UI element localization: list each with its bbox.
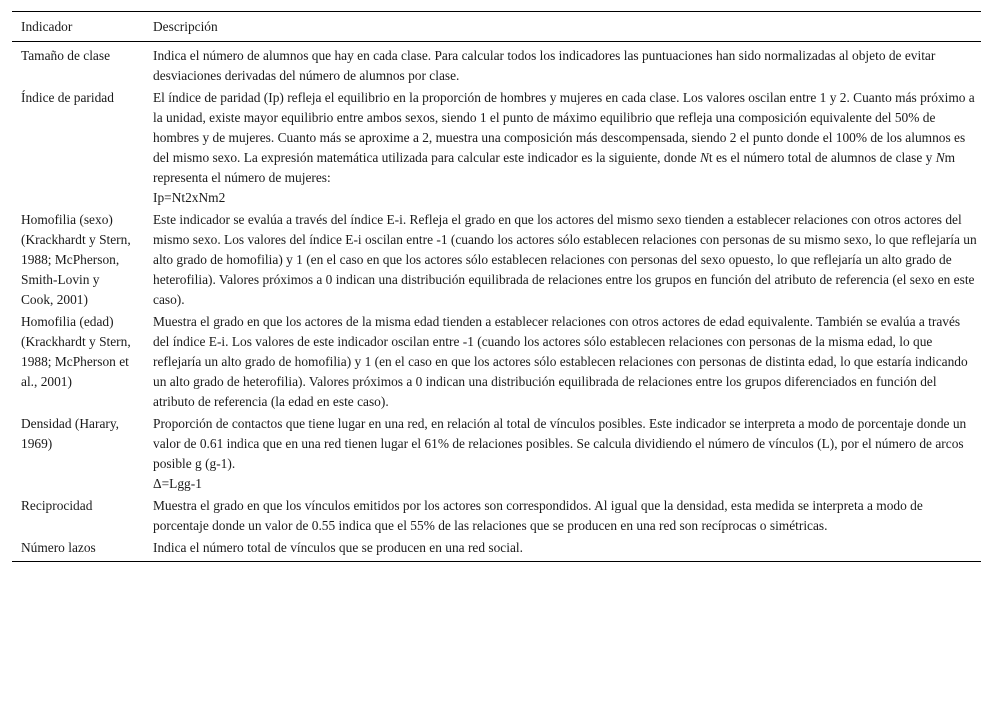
description-text: t es el número total de alumnos de clase y [708,150,936,165]
description-cell: Muestra el grado en que los actores de la misma edad tienden a establecer relaciones con otros actores de edad equivalente. También se evalúa a través del índice E-i. Los valores de este indicador oscilan entre -1 (cuando los actores sólo establecen relaciones con personas de la misma edad, lo que reflejaría un alto grado de homofilia) y 1 (en el caso en que los actores sólo establecen relaciones con personas de distinta edad, lo que estaría indicando un alto grado de heterofilia). Valores próximos a 0 indican una distribución equilibrada de relaciones entre los grupos diferenciados en función del atributo de referencia (la edad en este caso). [153,314,968,409]
variable-n-mujeres: N [935,150,945,165]
indicators-table [12,11,981,562]
indicator-cell: Índice de paridad [21,90,114,105]
table-row-homofilia-sexo [12,208,981,310]
indicator-cell: Homofilia (edad) (Krackhardt y Stern, 1988; McPherson et al., 2001) [21,314,131,389]
description-paragraph [153,88,977,188]
indicators-table-container [12,11,981,562]
description-text: m representa el número de mujeres: [153,150,956,185]
table-body [12,42,981,562]
formula-paridad: Ip=Nt2xNm2 [153,190,226,205]
indicator-cell: Número lazos [21,540,96,555]
description-cell: Este indicador se evalúa a través del índice E-i. Refleja el grado en que los actores del mismo sexo tienden a establecer relaciones con otros actores del mismo sexo. Los valores del índice E-i oscilan entre -1 (cuando los actores sólo establecen relaciones con personas de su mismo sexo, lo que reflejaría un alto grado de homofilia) y 1 (en el caso en que los actores sólo establecen relaciones con personas del sexo opuesto, lo que reflejaría un alto grado de heterofilia). Valores próximos a 0 indican una distribución equilibrada de relaciones entre los grupos en función del atributo de referencia (el sexo en este caso). [153,212,977,307]
table-header [12,12,981,42]
table-row-tamano [12,42,981,87]
description-text: El índice de paridad (Ip) refleja el equilibrio en la proporción de hombres y mujeres en cada clase. Los valores oscilan entre 1 y 2. Cuanto más próximo a la unidad, existe mayor equilibrio entre ambos sexos, siendo 1 el punto de máximo equilibrio que refleja una composición equivalente del 50% de hombres y de mujeres. Cuanto más se aproxime a 2, muestra una composición más descompensada, siendo 2 el punto donde el 100% de los alumnos es del mismo sexo. La expresión matemática utilizada para calcular este indicador es la siguiente, donde [153,90,975,165]
indicator-cell: Reciprocidad [21,498,93,513]
header-indicador: Indicador [21,19,73,34]
indicator-cell: Homofilia (sexo) (Krackhardt y Stern, 1988; McPherson, Smith-Lovin y Cook, 2001) [21,212,131,307]
table-row-densidad [12,412,981,494]
header-row [12,12,981,42]
table-row-reciprocidad [12,494,981,536]
indicator-cell: Tamaño de clase [21,48,111,63]
variable-n-total: N [699,150,709,165]
description-cell: Indica el número de alumnos que hay en cada clase. Para calcular todos los indicadores las puntuaciones han sido normalizadas al objeto de evitar desviaciones derivadas del número de alumnos por clase. [153,48,936,83]
table-row-paridad [12,86,981,208]
header-descripcion: Descripción [153,19,218,34]
description-cell [139,412,981,494]
description-cell: Muestra el grado en que los vínculos emitidos por los actores son correspondidos. Al igual que la densidad, esta medida se interpreta a modo de porcentaje donde un valor de 0.55 indica que el 55% de las relaciones que se producen en una red son recíprocas o simétricas. [153,498,923,533]
description-cell: Indica el número total de vínculos que se producen en una red social. [153,540,523,555]
table-row-numero-lazos [12,536,981,562]
description-paragraph: Proporción de contactos que tiene lugar en una red, en relación al total de vínculos posibles. Este indicador se interpreta a modo de porcentaje donde un valor de 0.61 indica que en una red tienen lugar el 61% de relaciones posibles. Se calcula dividiendo el número de vínculos (L), por el número de arcos posible g (g-1). [153,416,967,471]
table-row-homofilia-edad [12,310,981,412]
indicator-cell: Densidad (Harary, 1969) [21,416,120,451]
formula-densidad: Δ=Lgg-1 [153,476,202,491]
description-cell [139,86,981,208]
